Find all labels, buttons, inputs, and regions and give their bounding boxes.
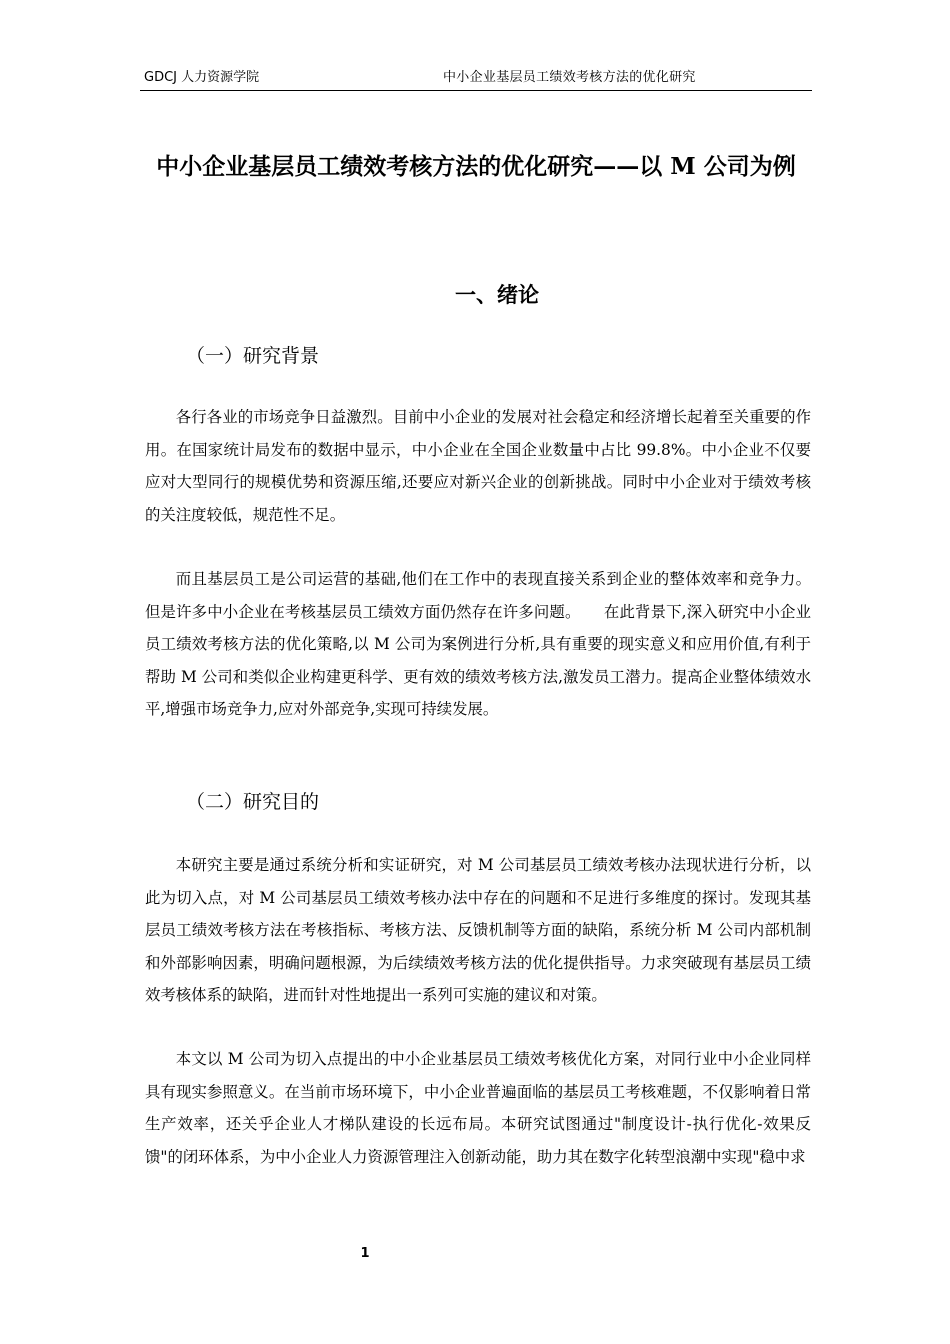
section-heading-introduction: 一、绪论 [455, 283, 539, 307]
paragraph-background-1: 各行各业的市场竞争日益激烈。目前中小企业的发展对社会稳定和经济增长起着至关重要的作用。在国家统计局发布的数据中显示，中小企业在全国企业数量中占比 99.8%。中小企业不仅要应对大型同行的规模优势和资源压缩,还要应对新兴企业的创新挑战。同时中小企业对于绩效考核的关注度较低，规范性不足。 [145, 408, 811, 524]
header-running-title: 中小企业基层员工绩效考核方法的优化研究 [443, 70, 696, 85]
paragraph-purpose-2: 本文以 M 公司为切入点提出的中小企业基层员工绩效考核优化方案，对同行业中小企业同样具有现实参照意义。在当前市场环境下，中小企业普遍面临的基层员工考核难题，不仅影响着日常生产效率，还关乎企业人才梯队建设的长远布局。本研究试图通过"制度设计-执行优化-效果反馈"的闭环体系，为中小企业人力资源管理注入创新动能，助力其在数字化转型浪潮中实现"稳中求 [145, 1050, 811, 1166]
paragraph-purpose-1: 本研究主要是通过系统分析和实证研究，对 M 公司基层员工绩效考核办法现状进行分析，以此为切入点，对 M 公司基层员工绩效考核办法中存在的问题和不足进行多维度的探讨。发现其基层员工绩效考核方法在考核指标、考核方法、反馈机制等方面的缺陷，系统分析 M 公司内部机制和外部影响因素，明确问题根源，为后续绩效考核方法的优化提供指导。力求突破现有基层员工绩效考核体系的缺陷，进而针对性地提出一系列可实施的建议和对策。 [145, 856, 811, 1004]
document-title: 中小企业基层员工绩效考核方法的优化研究——以 M 公司为例 [156, 153, 796, 180]
page-header [140, 68, 812, 91]
paragraph-background-2: 而且基层员工是公司运营的基础,他们在工作中的表现直接关系到企业的整体效率和竞争力。但是许多中小企业在考核基层员工绩效方面仍然存在许多问题。 在此背景下,深入研究中小企业员工绩效考核方法的优化策略,以 M 公司为案例进行分析,具有重要的现实意义和应用价值,有利于帮助 M 公司和类似企业构建更科学、更有效的绩效考核方法,激发员工潜力。提高企业整体绩效水平,增强市场竞争力,应对外部竞争,实现可持续发展。 [145, 570, 811, 718]
page-number: 1 [360, 1246, 370, 1261]
header-institution: GDCJ 人力资源学院 [144, 70, 260, 85]
subsection-heading-background: （一）研究背景 [186, 345, 320, 367]
subsection-heading-purpose: （二）研究目的 [186, 791, 320, 813]
